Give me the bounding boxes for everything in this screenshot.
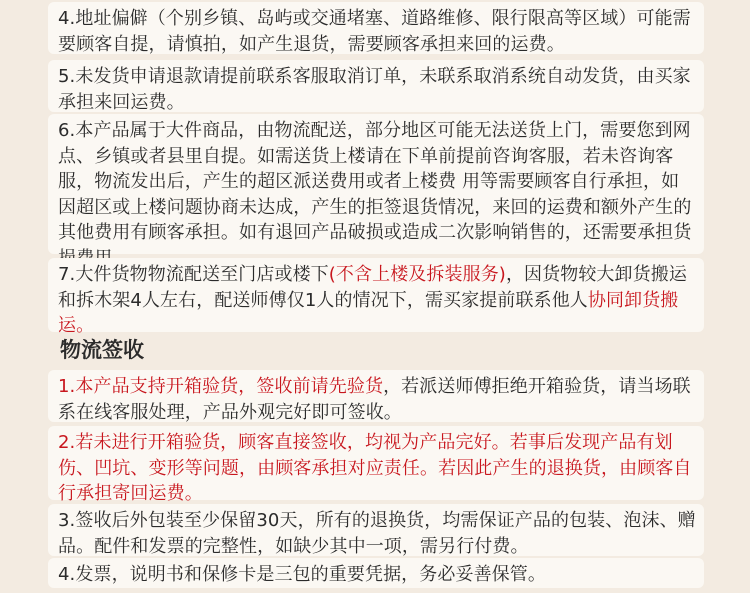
note-5 <box>48 60 704 112</box>
section-heading: 物流签收 <box>60 338 144 362</box>
logistics-item-1 <box>48 370 704 422</box>
note-7-highlight-b: 协同卸货搬运。 <box>58 289 679 336</box>
logistics-item-3-text: 3.签收后外包装至少保留30天，所有的退换货，均需保证产品的包装、泡沫、赠品。配件和发票的完整性，如缺少其中一项，需另行付费。 <box>58 510 696 557</box>
logistics-item-4-text: 4.发票，说明书和保修卡是三包的重要凭据，务必妥善保管。 <box>58 564 546 585</box>
logistics-item-2 <box>48 426 704 504</box>
note-6 <box>48 114 704 254</box>
logistics-item-1-highlight: 1.本产品支持开箱验货，签收前请先验货 <box>58 376 384 397</box>
logistics-item-4 <box>48 558 704 588</box>
logistics-item-2-text: 2.若未进行开箱验货，顾客直接签收，均视为产品完好。若事后发现产品有划伤、凹坑、变形等问题，由顾客承担对应责任。若因此产生的退换货，由顾客自行承担寄回运费。 <box>58 432 692 504</box>
note-7-highlight-a: (不含上楼及拆装服务) <box>328 264 506 285</box>
note-4-text: 4.地址偏僻（个别乡镇、岛屿或交通堵塞、道路维修、限行限高等区域）可能需要顾客自提，请慎拍，如产生退货，需要顾客承担来回的运费。 <box>58 8 691 55</box>
logistics-item-3 <box>48 504 704 556</box>
note-7 <box>48 258 704 336</box>
note-6-text: 6.本产品属于大件商品，由物流配送，部分地区可能无法送货上门，需要您到网点、乡镇或者县里自提。如需送货上楼请在下单前提前咨询客服，若未咨询客服，物流发出后，产生的超区派送费用或者上楼费 用等需要顾客自行承担，如因超区或上楼问题协商未达成，产生的拒签退货情况，来回的运费和额外产生的其他费用有顾客承担。如有退回产品破损或造成二次影响销售的，还需要承担货 <box>58 120 692 243</box>
logistics-item-1-text: ，若派送师傅拒绝开箱验货，请当场联系在线客服处理，产品外观完好即可签收。 <box>58 376 691 423</box>
note-7-text-a: 7.大件货物物流配送至门店或楼下 <box>58 264 329 285</box>
note-7-text-b: ，因货物较大卸货搬运和拆木架4人左右，配送师傅仅1人的情况下，需买家提前联系他人 <box>58 264 687 311</box>
note-4 <box>48 2 704 54</box>
note-5-text: 5.未发货申请退款请提前联系客服取消订单，未联系取消系统自动发货，由买家承担来回运费。 <box>58 66 691 113</box>
